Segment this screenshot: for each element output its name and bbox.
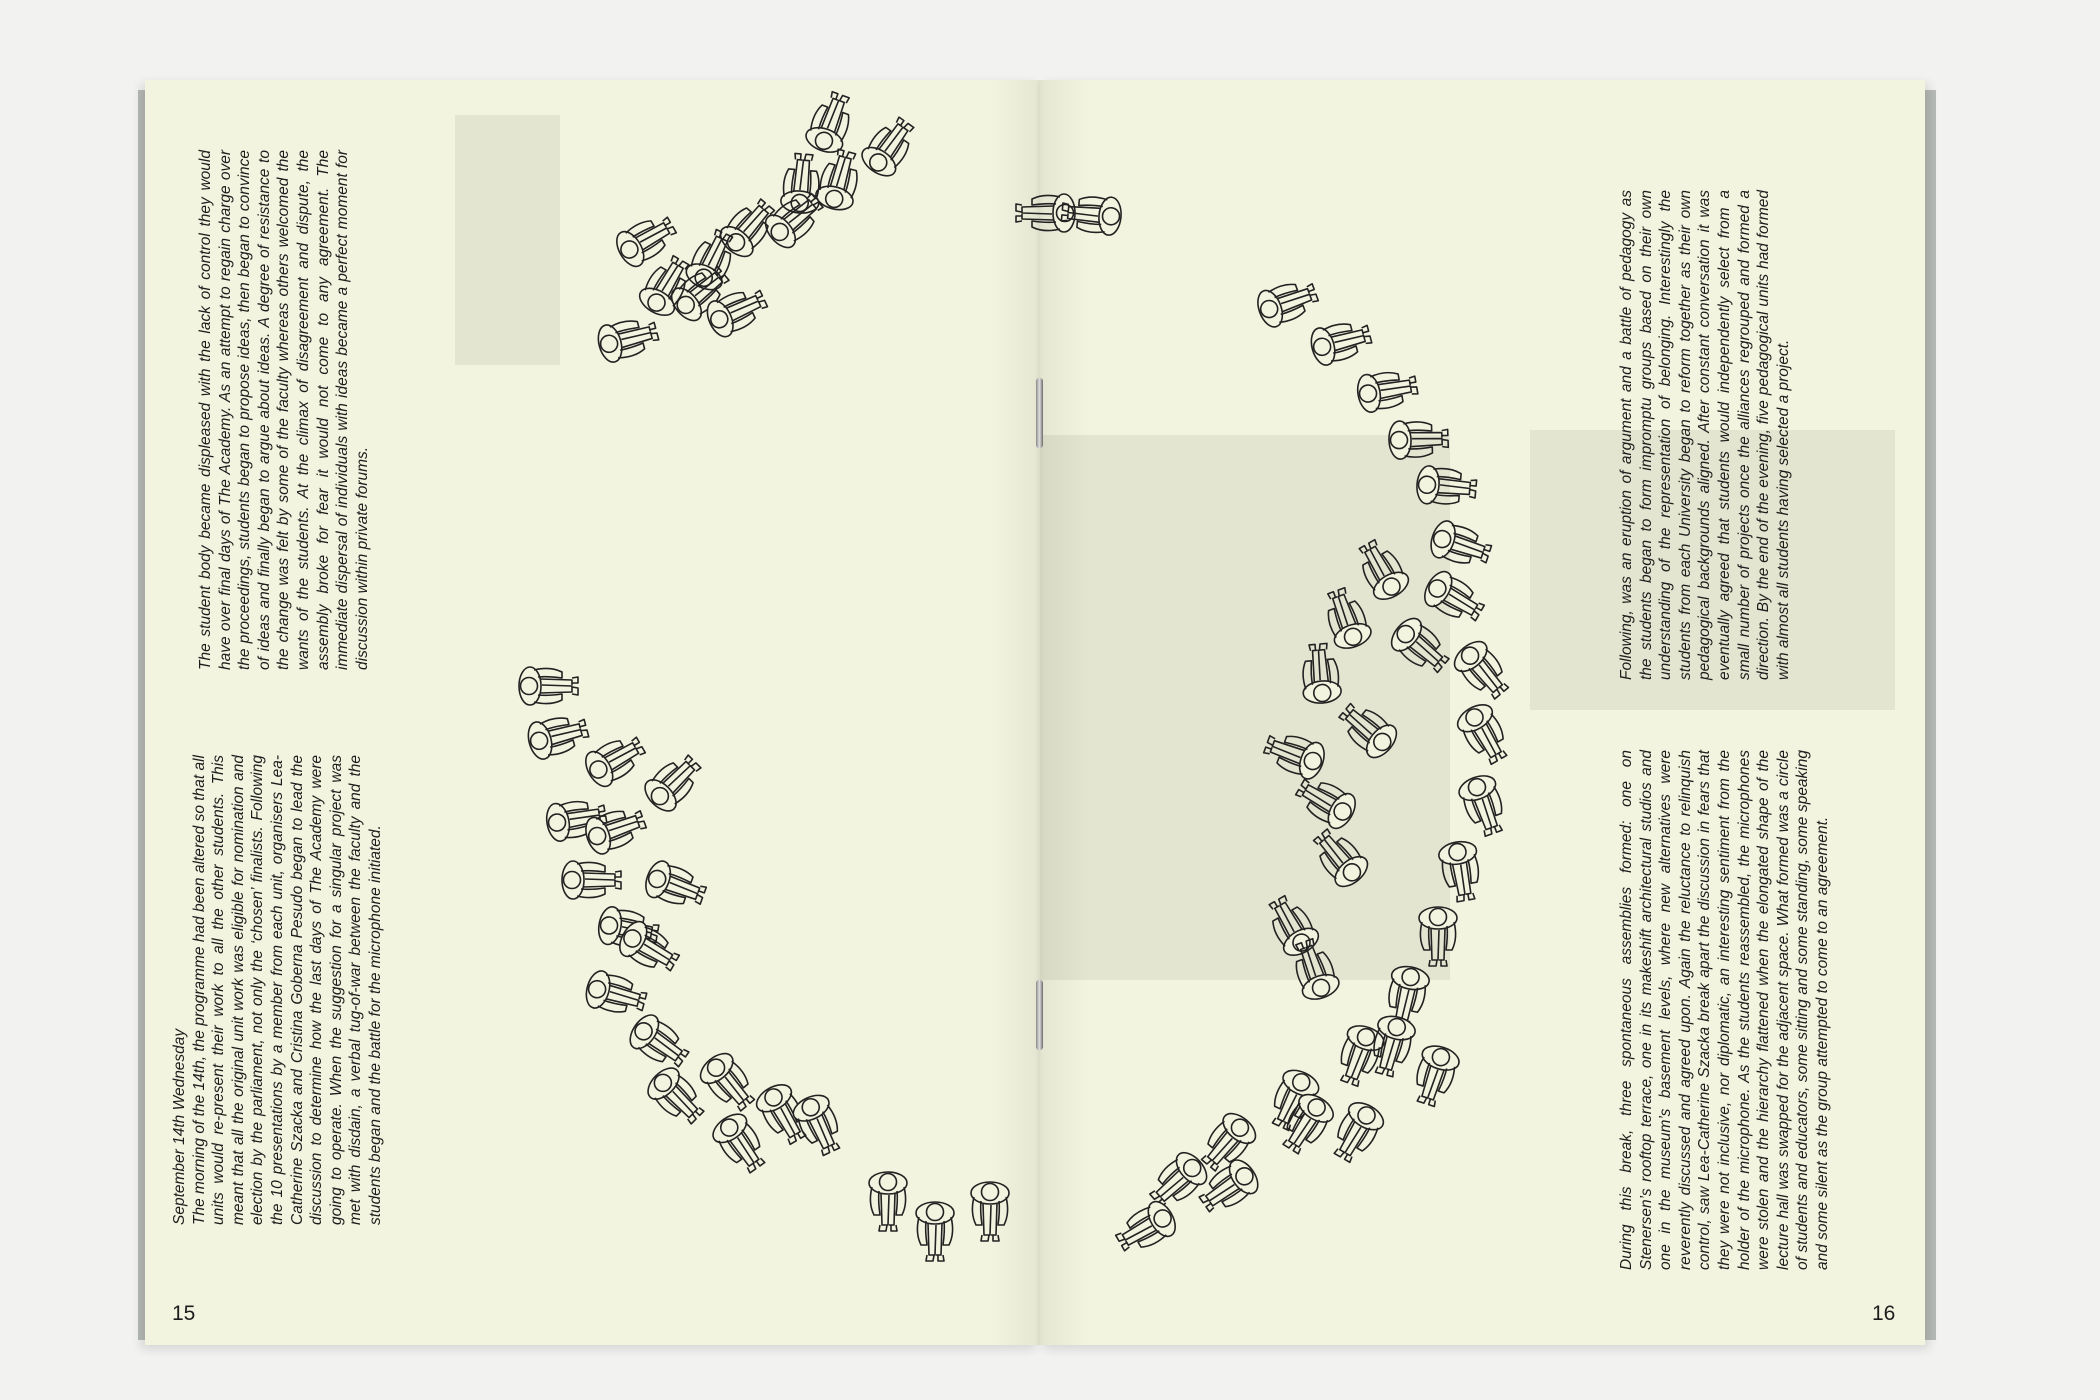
person-figure <box>525 710 592 762</box>
person-figure <box>1366 1013 1418 1080</box>
body-paragraph: The student body became displeased with the lack of control they would have over final days of The Academy. As an attempt to regain charge over the proceedings, students began to propose ideas, then began to convince of ideas and finally began to argue about ideas. A degree of resistance to the change was felt by some of the faculty whereas others welcomed the wants of the students. At the climax of disagreement and dispute, the assembly broke for fear it would not come to any agreement. The immediate dispersal of individuals with ideas became a perfect moment for discussion within private forums. <box>197 150 371 670</box>
person-figure <box>1453 699 1515 769</box>
page-number-left: 15 <box>172 1302 196 1325</box>
person-figure <box>1016 194 1075 232</box>
person-figure <box>857 111 922 181</box>
person-figure <box>1299 643 1342 705</box>
left-text-column-1 <box>170 755 386 1225</box>
person-figure <box>916 1202 954 1261</box>
person-figure <box>595 313 662 365</box>
person-figure <box>869 1172 907 1231</box>
person-figure <box>1193 1155 1263 1220</box>
body-paragraph: The morning of the 14th, the programme had been altered so that all units would re-present their work to all the other students. This meant that all the original unit work was eligible for nomination and election by the parliament, not only the ‘chosen’ finalists. Following the 10 presentations by a member from each unit, organisers Lea-Catherine Szacka and Cristina Goberna Pesudo began to lead the discussion to determine how the last days of The Academy were going to operate. When the suggestion for a singular project was met with disdain, a verbal tug-of-war between the faculty and the students began and the battle for the microphone initiated. <box>190 755 384 1225</box>
person-figure <box>1308 316 1375 368</box>
page-number-right: 16 <box>1872 1302 1896 1325</box>
person-figure <box>1419 907 1457 966</box>
person-figure <box>695 1048 762 1118</box>
person-figure <box>624 1010 694 1075</box>
person-figure <box>1456 771 1512 839</box>
person-figure <box>1318 584 1374 652</box>
person-figure <box>1449 636 1516 706</box>
body-paragraph: Following, was an eruption of argument and a battle of pedagogy as the students began to form impromptu groups based on their own understanding of the representation of belonging. Interestingly the students from each University began to reform together as their own pedagogical backgrounds aligned. After constant conversation it was eventually agreed that students would independently select from a small number of projects once the alliances regrouped and formed a direction. By the end of the evening, five pedagogical units had formed with almost all students having selected a project. <box>1618 190 1792 680</box>
body-paragraph: During this break, three spontaneous assemblies formed: one on Stenersen’s rooftop terrace, one in its makeshift architectural studios and one in the museum’s basement levels, where new alternatives were reverently discussed and agreed upon. Again the reluctance to relinquish control, saw Lea-Catherine Szacka break apart the discussion in fears that they were not inclusive, nor diplomatic, an interesting sentiment from the holder of the microphone. As the students reassembled, the microphones were stolen and the hierarchy flattened when the elongated shape of the lecture hall was swapped for the adjacent space. What formed was a circle of students and educators, some sitting and some standing, some speaking and some silent as the group attempted to come to an agreement. <box>1618 750 1831 1270</box>
person-figure <box>708 1108 773 1178</box>
person-figure <box>1355 366 1420 414</box>
person-figure <box>1351 535 1413 605</box>
person-figure <box>1291 771 1361 833</box>
person-figure <box>641 858 709 914</box>
person-figure <box>580 729 650 791</box>
person-figure <box>1260 726 1328 782</box>
person-figure <box>1408 1042 1462 1110</box>
person-figure <box>583 968 650 1020</box>
person-figure <box>1253 274 1321 330</box>
person-figure <box>1333 696 1403 763</box>
date-heading: September 14th Wednesday <box>171 1028 188 1225</box>
person-figure <box>1437 839 1485 904</box>
person-figure <box>1427 518 1495 572</box>
right-text-column-2 <box>1617 190 1793 680</box>
person-figure <box>639 748 708 817</box>
person-figure <box>971 1182 1009 1241</box>
person-figure <box>789 1090 848 1160</box>
person-figure <box>1415 465 1477 508</box>
person-figure <box>813 147 865 214</box>
person-figure <box>803 88 859 156</box>
person-figure <box>1326 1097 1388 1167</box>
person-figure <box>611 209 681 271</box>
person-figure <box>1386 613 1456 680</box>
right-text-column-1 <box>1617 750 1833 1270</box>
person-figure <box>562 861 621 899</box>
left-text-column-2 <box>196 150 372 670</box>
person-figure <box>1306 823 1373 893</box>
person-figure <box>519 667 578 705</box>
person-figure <box>1419 567 1489 629</box>
person-figure <box>1388 419 1448 459</box>
person-figure <box>1111 1197 1181 1259</box>
